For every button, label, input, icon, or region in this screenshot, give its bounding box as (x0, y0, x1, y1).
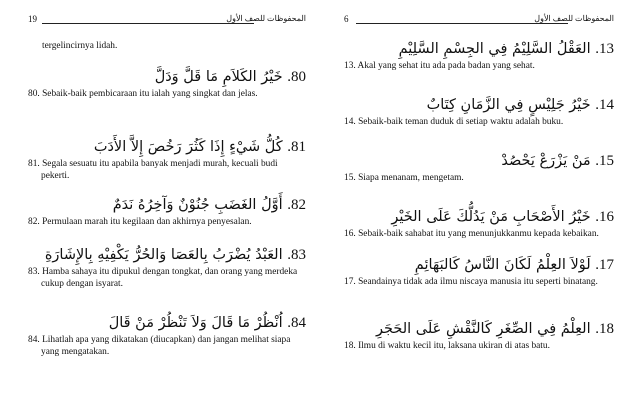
arabic-proverb (28, 66, 306, 88)
arabic-proverb (28, 194, 306, 216)
entry-16 (344, 206, 614, 240)
entry-81 (28, 136, 306, 182)
entry-number: 84. (287, 315, 306, 331)
entry-13 (344, 38, 614, 72)
entry-number: 80. (287, 69, 306, 85)
arabic-text: اُنْظُرْ مَا قَالَ وَلاَ تَنْظُرْ مَنْ قَالَ (108, 315, 283, 331)
entry-84 (28, 312, 306, 358)
page-number: 6 (344, 14, 349, 24)
arabic-text: خَيْرُ جَلِيْسٍ فِي الزَّمَانِ كِتَابٌ (426, 97, 591, 113)
arabic-text: العَبْدُ يُضْرَبُ بِالعَصَا وَالحُرُّ يَكْفِيْهِ بِالإِشَارَةِ (44, 247, 283, 263)
header-rule (356, 23, 568, 24)
translation: 18. Ilmu di waktu kecil itu, laksana ukiran di atas batu. (344, 341, 550, 351)
entry-80 (28, 66, 306, 100)
translation: 14. Sebaik-baik teman duduk di setiap waktu adalah buku. (344, 117, 564, 127)
page-number: 19 (28, 14, 37, 24)
arabic-proverb (28, 244, 306, 266)
entry-number: 81. (287, 139, 306, 155)
entry-number: 82. (287, 197, 306, 213)
entry-18 (344, 318, 614, 352)
translation: 80. Sebaik-baik pembicaraan itu ialah yang singkat dan jelas. (28, 89, 258, 99)
entry-82 (28, 194, 306, 228)
arabic-proverb (28, 312, 306, 334)
arabic-proverb (344, 38, 614, 60)
translation: 84. Lihatlah apa yang dikatakan (diucapkan) dan jangan melihat siapa yang mengatakan. (28, 335, 291, 357)
arabic-text: مَنْ يَزْرَعْ يَحْصُدْ (501, 153, 591, 169)
translation: 13. Akal yang sehat itu ada pada badan yang sehat. (344, 61, 535, 71)
entry-number: 18. (595, 321, 614, 337)
arabic-proverb (28, 136, 306, 158)
header-rule (42, 23, 254, 24)
arabic-proverb (344, 206, 614, 228)
entry-14 (344, 94, 614, 128)
entry-number: 17. (595, 257, 614, 273)
page-header (344, 14, 614, 28)
arabic-proverb (344, 318, 614, 340)
entry-number: 83. (287, 247, 306, 263)
continued-text: tergelincirnya lidah. (42, 41, 118, 51)
translation: 17. Seandainya tidak ada ilmu niscaya manusia itu seperti binatang. (344, 277, 598, 287)
arabic-proverb (344, 254, 614, 276)
entry-83 (28, 244, 306, 290)
entry-number: 13. (595, 41, 614, 57)
arabic-text: خَيْرُ الأَصْحَابِ مَنْ يَدُلُّكَ عَلَى الخَيْرِ (391, 209, 591, 225)
arabic-proverb (344, 150, 614, 172)
right-page (344, 0, 614, 417)
entry-15 (344, 150, 614, 184)
arabic-text: العِلْمُ فِي الصِّغَرِ كَالنَّقْشِ عَلَى الحَجَرِ (376, 321, 591, 337)
running-title: المحفوظات للصف الأول (534, 14, 614, 23)
arabic-text: أَوَّلُ الغَضَبِ جُنُوْنٌ وَآخِرُهُ نَدَمٌ (112, 197, 283, 213)
translation: 15. Siapa menanam, mengetam. (344, 173, 464, 183)
arabic-proverb (344, 94, 614, 116)
entry-number: 14. (595, 97, 614, 113)
page-header (28, 14, 306, 28)
entry-17 (344, 254, 614, 288)
running-title: المحفوظات للصف الأول (226, 14, 306, 23)
arabic-text: خَيْرُ الكَلاَمِ مَا قَلَّ وَدَلَّ (154, 69, 283, 85)
left-page (28, 0, 306, 417)
arabic-text: العَقْلُ السَّلِيْمُ فِي الجِسْمِ السَّلِيْمِ (398, 41, 591, 57)
translation: 83. Hamba sahaya itu dipukul dengan tongkat, dan orang yang merdeka cukup dengan isyarat. (28, 267, 298, 289)
translation: 82. Permulaan marah itu kegilaan dan akhirnya penyesalan. (28, 217, 252, 227)
translation: 81. Segala sesuatu itu apabila banyak menjadi murah, kecuali budi pekerti. (28, 159, 278, 181)
entry-number: 16. (595, 209, 614, 225)
arabic-text: لَوْلاَ العِلْمُ لَكَانَ النَّاسُ كَالبَهَائِمِ (414, 257, 591, 273)
translation: 16. Sebaik-baik sahabat itu yang menunjukkanmu kepada kebaikan. (344, 229, 599, 239)
arabic-text: كُلُّ شَيْءٍ إِذَا كَثُرَ رَخُصَ إِلاَّ الأَدَبَ (93, 139, 283, 155)
entry-number: 15. (595, 153, 614, 169)
